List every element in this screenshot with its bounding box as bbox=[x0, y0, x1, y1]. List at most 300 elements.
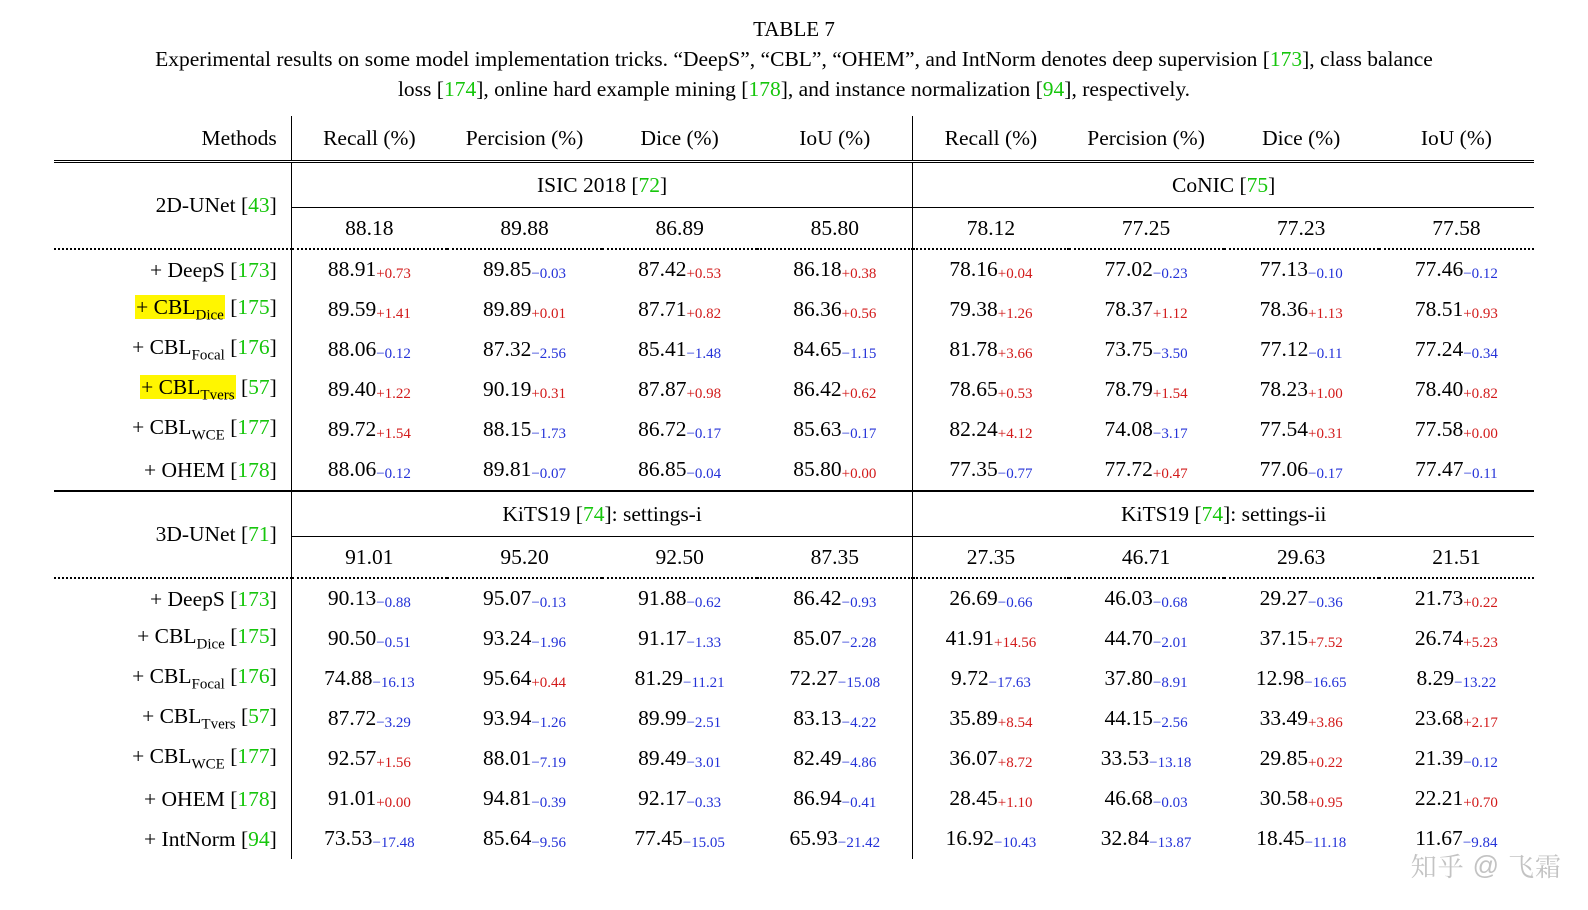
metric-delta: −0.12 bbox=[1463, 754, 1498, 771]
metric-delta: −15.05 bbox=[682, 834, 725, 851]
caption-line-1 bbox=[30, 44, 1558, 74]
metric-delta: +1.41 bbox=[376, 305, 411, 322]
metric-value: 89.81 bbox=[482, 457, 532, 482]
method-ref[interactable]: [173] bbox=[224, 257, 277, 282]
method-ref[interactable]: [176] bbox=[224, 664, 277, 689]
metric-delta: +0.53 bbox=[686, 265, 722, 282]
metric-value: 12.98 bbox=[1255, 666, 1305, 691]
method-ref[interactable]: [57] bbox=[235, 375, 277, 400]
metric-cell bbox=[913, 249, 1069, 290]
baseline-cell: 91.01 bbox=[291, 537, 447, 579]
metric-cell bbox=[1069, 450, 1224, 491]
metric-delta: +0.62 bbox=[841, 385, 877, 402]
metric-value: 85.80 bbox=[793, 457, 842, 482]
method-ref[interactable]: [177] bbox=[224, 415, 277, 440]
section-2-dataset-row bbox=[54, 491, 1534, 537]
method-name: + $CBL_{Focal}$ bbox=[132, 335, 225, 364]
metric-delta: −0.33 bbox=[686, 794, 722, 811]
metric-cell bbox=[1069, 330, 1224, 370]
section-2-left-dataset: KiTS19 [74]: settings-i bbox=[291, 491, 913, 537]
baseline-cell: 95.20 bbox=[447, 537, 602, 579]
metric-cell bbox=[913, 370, 1069, 410]
metric-delta: −16.65 bbox=[1304, 674, 1347, 691]
method-name: + $CBL_{WCE}$ bbox=[132, 744, 225, 773]
metric-delta: −9.56 bbox=[531, 834, 567, 851]
section-1-left-dataset: ISIC 2018 [72] bbox=[291, 162, 913, 208]
caption-line-2 bbox=[30, 74, 1558, 104]
baseline-cell: 21.51 bbox=[1379, 537, 1534, 579]
metric-cell bbox=[913, 450, 1069, 491]
metric-value: 88.01 bbox=[482, 746, 532, 771]
metric-value: 77.54 bbox=[1259, 417, 1309, 442]
metric-cell bbox=[1224, 290, 1379, 330]
metric-delta: +0.00 bbox=[1463, 425, 1498, 442]
metric-cell bbox=[447, 450, 602, 491]
metric-value: 26.74 bbox=[1414, 626, 1464, 651]
metric-value: 89.40 bbox=[327, 377, 377, 402]
metric-value: 88.15 bbox=[482, 417, 532, 442]
metric-cell bbox=[602, 410, 757, 450]
metric-delta: −0.93 bbox=[841, 594, 877, 611]
metric-value: 11.67 bbox=[1415, 826, 1463, 851]
metric-delta: −2.51 bbox=[686, 714, 722, 731]
caption-ref-178[interactable]: 178 bbox=[748, 77, 781, 101]
method-name: + $CBL_{WCE}$ bbox=[132, 415, 225, 444]
table-row bbox=[54, 249, 1534, 290]
metric-delta: −0.13 bbox=[531, 594, 567, 611]
table-row bbox=[54, 699, 1534, 739]
metric-delta: −17.63 bbox=[988, 674, 1031, 691]
header-right-percision: Percision (%) bbox=[1087, 125, 1205, 150]
metric-cell bbox=[1224, 659, 1379, 699]
metric-value: 18.45 bbox=[1256, 826, 1305, 851]
method-name: + $CBL_{Tvers}$ bbox=[141, 375, 235, 404]
metric-delta: +3.86 bbox=[1308, 714, 1343, 731]
method-ref[interactable]: [178] bbox=[224, 786, 277, 811]
metric-delta: −0.39 bbox=[531, 794, 567, 811]
caption-text-b: ], class balance bbox=[1302, 47, 1433, 71]
metric-delta: −2.56 bbox=[1152, 714, 1188, 731]
metric-delta: −17.48 bbox=[372, 834, 415, 851]
metric-value: 16.92 bbox=[945, 826, 994, 851]
metric-value: 21.39 bbox=[1414, 746, 1464, 771]
metric-cell bbox=[1224, 249, 1379, 290]
table-row bbox=[54, 450, 1534, 491]
row-method-label bbox=[54, 370, 291, 410]
metric-value: 88.06 bbox=[327, 457, 377, 482]
metric-value: 93.24 bbox=[482, 626, 532, 651]
metric-delta: −1.73 bbox=[531, 425, 567, 442]
metric-value: 77.46 bbox=[1414, 257, 1464, 282]
header-left-iou: IoU (%) bbox=[799, 125, 871, 150]
metric-value: 95.64 bbox=[482, 666, 532, 691]
metric-cell bbox=[602, 739, 757, 779]
metric-delta: −3.50 bbox=[1152, 345, 1188, 362]
metric-cell bbox=[1224, 410, 1379, 450]
metric-delta: −0.17 bbox=[686, 425, 722, 442]
metric-delta: +1.00 bbox=[1308, 385, 1343, 402]
metric-delta: +1.54 bbox=[376, 425, 411, 442]
metric-value: 37.15 bbox=[1259, 626, 1309, 651]
metric-value: 86.42 bbox=[793, 586, 842, 611]
metric-delta: −4.86 bbox=[841, 754, 877, 771]
metric-delta: −1.48 bbox=[686, 345, 722, 362]
metric-value: 77.06 bbox=[1259, 457, 1309, 482]
baseline-cell: 86.89 bbox=[602, 208, 757, 250]
metric-cell bbox=[602, 819, 757, 859]
section-1-right-dataset: CoNIC [75] bbox=[913, 162, 1534, 208]
metric-value: 89.85 bbox=[482, 257, 532, 282]
row-method-label bbox=[54, 249, 291, 290]
metric-delta: −0.03 bbox=[531, 265, 567, 282]
metric-cell bbox=[757, 450, 913, 491]
metric-value: 81.78 bbox=[949, 337, 998, 362]
metric-delta: +0.70 bbox=[1463, 794, 1498, 811]
metric-cell bbox=[1069, 290, 1224, 330]
metric-value: 85.41 bbox=[638, 337, 687, 362]
metric-cell bbox=[447, 779, 602, 819]
metric-cell bbox=[291, 699, 447, 739]
metric-delta: −1.96 bbox=[531, 634, 567, 651]
metric-delta: −3.29 bbox=[376, 714, 411, 731]
metric-delta: +1.26 bbox=[997, 305, 1033, 322]
table-row bbox=[54, 779, 1534, 819]
metric-value: 91.01 bbox=[327, 786, 377, 811]
metric-delta: −0.88 bbox=[376, 594, 411, 611]
metric-delta: +0.82 bbox=[686, 305, 722, 322]
metric-value: 77.35 bbox=[949, 457, 998, 482]
caption-text-a: Experimental results on some model implementation tricks. “DeepS”, “CBL”, “OHEM”, and IntNorm denotes deep supervision [ bbox=[155, 47, 1270, 71]
metric-value: 88.06 bbox=[327, 337, 377, 362]
watermark-site: 知乎 bbox=[1410, 852, 1465, 882]
header-methods: Methods bbox=[201, 125, 277, 150]
metric-cell bbox=[291, 659, 447, 699]
metric-value: 89.72 bbox=[327, 417, 377, 442]
metric-delta: +0.22 bbox=[1463, 594, 1498, 611]
metric-value: 23.68 bbox=[1414, 706, 1464, 731]
metric-delta: +0.82 bbox=[1463, 385, 1498, 402]
metric-value: 22.21 bbox=[1414, 786, 1464, 811]
metric-value: 78.65 bbox=[949, 377, 998, 402]
metric-value: 73.53 bbox=[324, 826, 373, 851]
metric-delta: −4.22 bbox=[841, 714, 877, 731]
metric-cell bbox=[1224, 779, 1379, 819]
metric-value: 86.18 bbox=[793, 257, 842, 282]
metric-value: 92.17 bbox=[638, 786, 687, 811]
row-method-label bbox=[54, 578, 291, 619]
baseline-cell: 78.12 bbox=[913, 208, 1069, 250]
metric-delta: −0.36 bbox=[1308, 594, 1343, 611]
metric-delta: +0.22 bbox=[1308, 754, 1343, 771]
caption-ref-94[interactable]: 94 bbox=[1042, 77, 1065, 101]
metric-value: 74.88 bbox=[324, 666, 373, 691]
metric-cell bbox=[1224, 330, 1379, 370]
watermark-at: @ bbox=[1472, 850, 1500, 880]
caption-ref-173[interactable]: 173 bbox=[1269, 47, 1303, 71]
metric-cell bbox=[1224, 819, 1379, 859]
metric-delta: −15.08 bbox=[837, 674, 881, 691]
baseline-method-ref[interactable]: [43] bbox=[240, 193, 277, 217]
baseline-cell: 85.80 bbox=[757, 208, 913, 250]
caption-text-f: ], respectively. bbox=[1064, 77, 1191, 101]
metric-cell bbox=[602, 699, 757, 739]
row-method-label bbox=[54, 330, 291, 370]
metric-value: 46.03 bbox=[1104, 586, 1153, 611]
metric-value: 91.88 bbox=[638, 586, 687, 611]
metric-delta: +1.22 bbox=[376, 385, 411, 402]
method-ref[interactable]: [173] bbox=[224, 586, 277, 611]
dataset-ref[interactable]: [74] bbox=[1194, 501, 1231, 526]
table-number: TABLE 7 bbox=[753, 17, 835, 41]
metric-cell bbox=[913, 619, 1069, 659]
metric-cell bbox=[447, 578, 602, 619]
section-2-right-dataset: KiTS19 [74]: settings-ii bbox=[913, 491, 1534, 537]
metric-value: 72.27 bbox=[789, 666, 838, 691]
metric-delta: −13.22 bbox=[1454, 674, 1497, 691]
metric-delta: +0.53 bbox=[997, 385, 1033, 402]
metric-value: 86.94 bbox=[793, 786, 842, 811]
method-ref[interactable]: [175] bbox=[224, 295, 277, 320]
metric-value: 26.69 bbox=[949, 586, 998, 611]
metric-cell bbox=[757, 370, 913, 410]
metric-cell bbox=[1379, 659, 1534, 699]
metric-delta: +1.54 bbox=[1152, 385, 1188, 402]
header-right-recall: Recall (%) bbox=[913, 116, 1069, 162]
metric-value: 87.72 bbox=[327, 706, 377, 731]
metric-cell bbox=[757, 619, 913, 659]
metric-delta: −0.07 bbox=[531, 465, 567, 482]
row-method-label bbox=[54, 739, 291, 779]
metric-cell bbox=[757, 410, 913, 450]
metric-cell bbox=[1379, 450, 1534, 491]
metric-delta: +0.73 bbox=[376, 265, 411, 282]
metric-cell bbox=[1379, 410, 1534, 450]
table-row bbox=[54, 578, 1534, 619]
metric-cell bbox=[757, 659, 913, 699]
metric-cell bbox=[757, 819, 913, 859]
method-ref[interactable]: [176] bbox=[224, 335, 277, 360]
header-right-iou: IoU (%) bbox=[1420, 125, 1492, 150]
metric-cell bbox=[913, 330, 1069, 370]
metric-cell bbox=[447, 819, 602, 859]
metric-value: 73.75 bbox=[1104, 337, 1153, 362]
dataset-ref[interactable]: [72] bbox=[631, 172, 668, 197]
metric-cell bbox=[447, 659, 602, 699]
metric-value: 87.87 bbox=[638, 377, 687, 402]
metric-delta: +1.10 bbox=[997, 794, 1033, 811]
method-ref[interactable]: [57] bbox=[235, 704, 277, 729]
metric-delta: −0.10 bbox=[1308, 265, 1343, 282]
metric-value: 29.85 bbox=[1259, 746, 1309, 771]
metric-cell bbox=[602, 249, 757, 290]
watermark-user: 飞霜 bbox=[1507, 852, 1562, 882]
metric-value: 90.13 bbox=[327, 586, 377, 611]
metric-value: 85.07 bbox=[793, 626, 842, 651]
metric-value: 86.42 bbox=[793, 377, 842, 402]
metric-delta: +7.52 bbox=[1308, 634, 1343, 651]
metric-delta: +1.12 bbox=[1152, 305, 1188, 322]
metric-delta: +1.56 bbox=[376, 754, 411, 771]
header-left-percision: Percision (%) bbox=[465, 125, 584, 150]
metric-delta: +0.31 bbox=[531, 385, 567, 402]
metric-cell bbox=[1379, 330, 1534, 370]
method-name: + DeepS bbox=[150, 586, 225, 611]
metric-value: 9.72 bbox=[951, 666, 989, 691]
metric-cell bbox=[757, 330, 913, 370]
metric-cell bbox=[1379, 779, 1534, 819]
metric-value: 65.93 bbox=[789, 826, 838, 851]
dataset-ref[interactable]: [75] bbox=[1239, 172, 1276, 197]
section-2-rows bbox=[54, 578, 1534, 859]
metric-delta: +0.95 bbox=[1308, 794, 1343, 811]
method-ref[interactable]: [175] bbox=[224, 624, 277, 649]
metric-value: 87.71 bbox=[638, 297, 687, 322]
metric-value: 78.37 bbox=[1104, 297, 1153, 322]
metric-value: 33.53 bbox=[1100, 746, 1150, 771]
baseline-cell: 29.63 bbox=[1224, 537, 1379, 579]
method-ref[interactable]: [94] bbox=[235, 826, 277, 851]
metric-cell bbox=[447, 330, 602, 370]
metric-cell bbox=[913, 739, 1069, 779]
metric-cell bbox=[1069, 819, 1224, 859]
metric-cell bbox=[913, 290, 1069, 330]
metric-value: 83.13 bbox=[793, 706, 842, 731]
metric-cell bbox=[1379, 619, 1534, 659]
metric-delta: −0.11 bbox=[1463, 465, 1498, 482]
baseline-method-ref[interactable]: [71] bbox=[240, 522, 277, 546]
table-row bbox=[54, 619, 1534, 659]
metric-value: 77.47 bbox=[1415, 457, 1464, 482]
metric-value: 93.94 bbox=[482, 706, 532, 731]
row-method-label bbox=[54, 290, 291, 330]
metric-cell bbox=[291, 450, 447, 491]
method-name: + DeepS bbox=[150, 257, 225, 282]
baseline-cell: 77.23 bbox=[1224, 208, 1379, 250]
metric-delta: −0.12 bbox=[1463, 265, 1498, 282]
metric-cell bbox=[291, 819, 447, 859]
metric-value: 78.79 bbox=[1104, 377, 1153, 402]
metric-delta: −0.62 bbox=[686, 594, 722, 611]
metric-delta: −9.84 bbox=[1462, 834, 1498, 851]
results-table bbox=[54, 116, 1534, 859]
metric-cell bbox=[1069, 659, 1224, 699]
row-method-label bbox=[54, 779, 291, 819]
metric-value: 30.58 bbox=[1259, 786, 1309, 811]
metric-delta: −0.68 bbox=[1152, 594, 1188, 611]
method-name: + $CBL_{Tvers}$ bbox=[142, 704, 236, 733]
metric-delta: +0.44 bbox=[531, 674, 567, 691]
metric-value: 89.89 bbox=[482, 297, 532, 322]
metric-delta: −16.13 bbox=[372, 674, 415, 691]
method-name: + OHEM bbox=[144, 457, 225, 482]
method-name: + $CBL_{Focal}$ bbox=[132, 664, 225, 693]
metric-delta: −0.34 bbox=[1463, 345, 1498, 362]
metric-cell bbox=[602, 619, 757, 659]
header-right-dice: Dice (%) bbox=[1262, 125, 1341, 150]
metric-cell bbox=[1379, 739, 1534, 779]
baseline-method-label: 2D-UNet bbox=[155, 193, 236, 217]
metric-cell bbox=[1379, 249, 1534, 290]
baseline-cell: 88.18 bbox=[291, 208, 447, 250]
metric-value: 78.51 bbox=[1414, 297, 1464, 322]
metric-cell bbox=[757, 290, 913, 330]
metric-value: 91.17 bbox=[638, 626, 687, 651]
metric-value: 86.85 bbox=[638, 457, 687, 482]
table-row bbox=[54, 330, 1534, 370]
section-2-baseline-method bbox=[54, 491, 291, 578]
metric-cell bbox=[447, 739, 602, 779]
metric-cell bbox=[1224, 578, 1379, 619]
metric-delta: −2.28 bbox=[841, 634, 877, 651]
metric-delta: −1.33 bbox=[686, 634, 722, 651]
metric-delta: +4.12 bbox=[997, 425, 1033, 442]
metric-delta: −11.18 bbox=[1304, 834, 1347, 851]
dataset-ref[interactable]: [74] bbox=[575, 501, 612, 526]
row-method-label bbox=[54, 450, 291, 491]
metric-delta: −2.56 bbox=[531, 345, 567, 362]
metric-delta: −0.04 bbox=[686, 465, 722, 482]
metric-delta: −7.19 bbox=[531, 754, 567, 771]
method-name: + $CBL_{Dice}$ bbox=[136, 295, 224, 324]
table-row bbox=[54, 659, 1534, 699]
section-1-baseline-method bbox=[54, 162, 291, 250]
metric-value: 78.40 bbox=[1414, 377, 1464, 402]
table-header-row bbox=[54, 116, 1534, 162]
header-left-dice: Dice (%) bbox=[640, 125, 719, 150]
metric-cell bbox=[1069, 779, 1224, 819]
method-ref[interactable]: [178] bbox=[224, 457, 277, 482]
metric-cell bbox=[1224, 699, 1379, 739]
metric-value: 77.58 bbox=[1414, 417, 1464, 442]
metric-cell bbox=[913, 819, 1069, 859]
metric-value: 41.91 bbox=[945, 626, 994, 651]
metric-delta: −0.12 bbox=[376, 465, 411, 482]
method-ref[interactable]: [177] bbox=[224, 744, 277, 769]
metric-cell bbox=[1069, 699, 1224, 739]
metric-delta: +2.17 bbox=[1463, 714, 1498, 731]
table-row bbox=[54, 410, 1534, 450]
metric-value: 46.68 bbox=[1104, 786, 1153, 811]
metric-cell bbox=[447, 370, 602, 410]
metric-value: 84.65 bbox=[793, 337, 842, 362]
metric-delta: −13.87 bbox=[1149, 834, 1192, 851]
metric-value: 78.16 bbox=[949, 257, 998, 282]
metric-cell bbox=[1069, 619, 1224, 659]
metric-value: 21.73 bbox=[1414, 586, 1464, 611]
header-left-recall: Recall (%) bbox=[291, 116, 447, 162]
table-row bbox=[54, 819, 1534, 859]
metric-cell bbox=[1069, 249, 1224, 290]
metric-delta: −0.12 bbox=[376, 345, 411, 362]
metric-value: 87.42 bbox=[638, 257, 687, 282]
metric-value: 82.49 bbox=[793, 746, 842, 771]
metric-delta: −13.18 bbox=[1149, 754, 1192, 771]
metric-value: 33.49 bbox=[1259, 706, 1309, 731]
metric-cell bbox=[291, 619, 447, 659]
metric-delta: −0.17 bbox=[1308, 465, 1343, 482]
caption-ref-174[interactable]: 174 bbox=[443, 77, 477, 101]
metric-cell bbox=[1224, 739, 1379, 779]
row-method-label bbox=[54, 819, 291, 859]
metric-cell bbox=[447, 290, 602, 330]
metric-delta: +0.38 bbox=[841, 265, 877, 282]
metric-value: 44.15 bbox=[1104, 706, 1153, 731]
metric-cell bbox=[602, 659, 757, 699]
row-method-label bbox=[54, 410, 291, 450]
baseline-cell: 87.35 bbox=[757, 537, 913, 579]
metric-delta: −0.77 bbox=[997, 465, 1033, 482]
baseline-cell: 77.25 bbox=[1069, 208, 1224, 250]
